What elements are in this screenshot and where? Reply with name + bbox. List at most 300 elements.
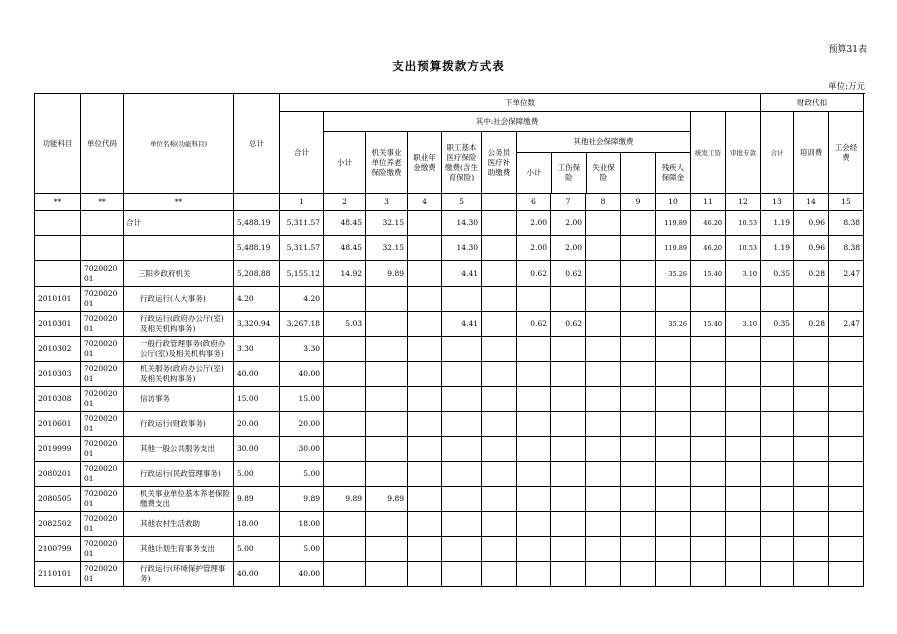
value-cell [794, 437, 829, 462]
value-cell: 0.62 [517, 261, 551, 287]
other-ss-subtable [517, 132, 690, 193]
value-cell [656, 512, 691, 537]
value-cell [794, 412, 829, 437]
value-cell [691, 412, 726, 437]
column-number: 15 [829, 194, 864, 211]
func-code-cell: 2010302 [35, 337, 81, 362]
value-cell [442, 387, 482, 412]
value-cell [517, 537, 551, 562]
func-code-cell [35, 261, 81, 287]
value-cell: 9.89 [366, 487, 408, 512]
value-cell [482, 211, 517, 236]
func-code-cell: 2010303 [35, 362, 81, 387]
value-cell [691, 537, 726, 562]
value-cell [656, 362, 691, 387]
value-cell: 0.35 [761, 261, 794, 287]
value-cell [482, 362, 517, 387]
col-dept-code: 单位代码 [81, 94, 124, 194]
value-cell: 10.53 [726, 236, 761, 261]
dept-code-cell: 702002001 [81, 337, 124, 362]
value-cell: 4.41 [442, 261, 482, 287]
value-cell [442, 412, 482, 437]
table-row [35, 512, 864, 537]
column-number: 6 [517, 194, 551, 211]
value-cell [324, 387, 366, 412]
column-number: 8 [586, 194, 621, 211]
value-cell: 32.15 [366, 211, 408, 236]
value-cell: 46.20 [691, 211, 726, 236]
value-cell [517, 337, 551, 362]
value-cell [761, 437, 794, 462]
value-cell [366, 412, 408, 437]
value-cell: 5.00 [234, 537, 280, 562]
col-civil-servant-med: 公务员医疗补助缴费 [482, 132, 517, 194]
value-cell [366, 437, 408, 462]
value-cell [482, 261, 517, 287]
value-cell [794, 562, 829, 587]
col-disability: 残疾人保障金 [661, 162, 685, 182]
dept-code-cell: 702002001 [81, 462, 124, 487]
col-ss-subtotal: 小计 [324, 132, 366, 194]
value-cell [621, 337, 656, 362]
column-number: 1 [280, 194, 324, 211]
value-cell [586, 512, 621, 537]
value-cell: 3,267.18 [280, 312, 324, 337]
value-cell [621, 437, 656, 462]
column-number: 7 [551, 194, 586, 211]
col-lower-unit: 下单位数 [280, 94, 761, 112]
value-cell: 1.19 [761, 236, 794, 261]
value-cell: 5,488.19 [234, 211, 280, 236]
value-cell [691, 362, 726, 387]
value-cell [829, 487, 864, 512]
value-cell: 4.41 [442, 312, 482, 337]
value-cell: 3.30 [280, 337, 324, 362]
value-cell [761, 387, 794, 412]
value-cell [621, 462, 656, 487]
value-cell: 48.45 [324, 236, 366, 261]
dept-code-cell: 702002001 [81, 312, 124, 337]
value-cell: 3,320.94 [234, 312, 280, 337]
value-cell [366, 312, 408, 337]
value-cell [656, 562, 691, 587]
column-number: 10 [656, 194, 691, 211]
value-cell [794, 287, 829, 312]
value-cell [691, 462, 726, 487]
value-cell: 20.00 [280, 412, 324, 437]
value-cell: 3.30 [234, 337, 280, 362]
value-cell: 119.89 [656, 236, 691, 261]
value-cell [366, 337, 408, 362]
value-cell [726, 387, 761, 412]
value-cell [482, 337, 517, 362]
col-func-code: 功能科目 [35, 94, 81, 194]
value-cell [551, 287, 586, 312]
value-cell: 14.30 [442, 236, 482, 261]
dept-code-cell: 702002001 [81, 287, 124, 312]
value-cell [442, 437, 482, 462]
dept-code-cell: 702002001 [81, 362, 124, 387]
value-cell [726, 337, 761, 362]
func-code-cell: 2010601 [35, 412, 81, 437]
dept-code-cell: 702002001 [81, 487, 124, 512]
value-cell: 9.89 [324, 487, 366, 512]
value-cell [586, 261, 621, 287]
value-cell [324, 562, 366, 587]
value-cell [366, 362, 408, 387]
value-cell [442, 512, 482, 537]
dept-name-cell: 其他计划生育事务支出 [124, 537, 234, 562]
value-cell: 8.38 [829, 236, 864, 261]
value-cell: 0.96 [794, 211, 829, 236]
value-cell [691, 287, 726, 312]
dept-name-cell: 其他农村生活救助 [124, 512, 234, 537]
column-number: 9 [621, 194, 656, 211]
unit-label: 单位:万元 [828, 82, 865, 92]
page-title: 支出预算拨款方式表 [392, 59, 505, 73]
value-cell [551, 537, 586, 562]
col-training: 培训费 [794, 112, 829, 194]
table-row [35, 537, 864, 562]
value-cell [726, 462, 761, 487]
value-cell [726, 512, 761, 537]
dept-name-cell: 一般行政管理事务(政府办公厅(室)及相关机构事务) [124, 337, 234, 362]
value-cell: 1.19 [761, 211, 794, 236]
dept-code-cell: 702002001 [81, 387, 124, 412]
value-cell [656, 287, 691, 312]
value-cell [656, 387, 691, 412]
value-cell: 0.28 [794, 261, 829, 287]
dept-name-cell: 三阳乡政府机关 [124, 261, 234, 287]
value-cell: 40.00 [280, 562, 324, 587]
value-cell: 10.53 [726, 211, 761, 236]
value-cell [621, 412, 656, 437]
func-code-cell: 2082502 [35, 512, 81, 537]
col-lower-subtotal: 合计 [280, 112, 324, 194]
value-cell [621, 387, 656, 412]
value-cell [482, 562, 517, 587]
value-cell [517, 287, 551, 312]
col-dept-name: 单位名称(功能科目) [124, 94, 234, 194]
value-cell: 48.45 [324, 211, 366, 236]
dept-name-cell: 行政运行(民政管理事务) [124, 462, 234, 487]
value-cell: 5,311.57 [280, 211, 324, 236]
value-cell: 9.89 [234, 487, 280, 512]
value-cell [621, 362, 656, 387]
dept-name-cell [124, 236, 234, 261]
value-cell: 18.00 [280, 512, 324, 537]
value-cell [408, 387, 442, 412]
value-cell: 0.35 [761, 312, 794, 337]
value-cell [829, 512, 864, 537]
value-cell [829, 337, 864, 362]
value-cell [621, 562, 656, 587]
column-number [234, 194, 280, 211]
func-code-cell: 2080505 [35, 487, 81, 512]
value-cell [656, 462, 691, 487]
func-code-cell [35, 236, 81, 261]
col-annuity: 职业年金缴费 [408, 132, 442, 194]
value-cell [656, 437, 691, 462]
dept-name-cell: 行政运行(环境保护管理事务) [124, 562, 234, 587]
value-cell: 0.62 [551, 312, 586, 337]
value-cell [586, 487, 621, 512]
value-cell: 3.10 [726, 261, 761, 287]
value-cell [517, 387, 551, 412]
dept-name-cell: 合计 [124, 211, 234, 236]
value-cell [517, 487, 551, 512]
value-cell [761, 362, 794, 387]
value-cell [656, 537, 691, 562]
value-cell: 15.00 [280, 387, 324, 412]
value-cell [726, 537, 761, 562]
value-cell [726, 562, 761, 587]
value-cell [726, 487, 761, 512]
value-cell: 5,488.19 [234, 236, 280, 261]
value-cell [442, 562, 482, 587]
value-cell [324, 462, 366, 487]
value-cell [726, 412, 761, 437]
value-cell [551, 437, 586, 462]
col-salary: 统发工资 [691, 112, 726, 194]
value-cell [408, 211, 442, 236]
value-cell: 32.15 [366, 236, 408, 261]
value-cell [408, 412, 442, 437]
value-cell [408, 337, 442, 362]
func-code-cell: 2110101 [35, 562, 81, 587]
value-cell [794, 362, 829, 387]
dept-code-cell: 702002001 [81, 412, 124, 437]
value-cell [691, 512, 726, 537]
value-cell [586, 462, 621, 487]
table-row [35, 387, 864, 412]
value-cell: 5,155.12 [280, 261, 324, 287]
value-cell [586, 211, 621, 236]
col-other-ss-group [517, 132, 691, 194]
value-cell [829, 287, 864, 312]
value-cell [324, 512, 366, 537]
table-row [35, 462, 864, 487]
value-cell [442, 537, 482, 562]
value-cell: 5,311.57 [280, 236, 324, 261]
value-cell: 2.47 [829, 312, 864, 337]
col-fp-total: 合计 [761, 112, 794, 194]
value-cell: 18.00 [234, 512, 280, 537]
value-cell [794, 537, 829, 562]
value-cell [324, 287, 366, 312]
value-cell [691, 387, 726, 412]
dept-name-cell: 行政运行(财政事务) [124, 412, 234, 437]
dept-name-cell: 机关事业单位基本养老保险缴费支出 [124, 487, 234, 512]
value-cell [517, 512, 551, 537]
table-row [35, 412, 864, 437]
column-number: 13 [761, 194, 794, 211]
dept-name-cell: 机关服务(政府办公厅(室)及相关机构事务) [124, 362, 234, 387]
value-cell [829, 462, 864, 487]
table-row [35, 211, 864, 236]
value-cell [551, 412, 586, 437]
value-cell: 5,208.88 [234, 261, 280, 287]
value-cell [586, 387, 621, 412]
value-cell: 15.40 [691, 312, 726, 337]
value-cell: 35.26 [656, 312, 691, 337]
value-cell [551, 562, 586, 587]
value-cell [726, 287, 761, 312]
value-cell [691, 337, 726, 362]
value-cell [366, 562, 408, 587]
table-row [35, 362, 864, 387]
col-social-security: 其中:社会保障缴费 [324, 112, 691, 132]
table-row [35, 261, 864, 287]
value-cell: 40.00 [280, 362, 324, 387]
value-cell [829, 437, 864, 462]
value-cell [656, 487, 691, 512]
dept-name-cell: 行政运行(政府办公厅(室)及相关机构事务) [124, 312, 234, 337]
dept-code-cell: 702002001 [81, 437, 124, 462]
dept-name-cell: 其他一般公共服务支出 [124, 437, 234, 462]
value-cell [442, 362, 482, 387]
value-cell [551, 337, 586, 362]
column-number-row [35, 194, 864, 211]
table-row [35, 287, 864, 312]
func-code-cell: 2010301 [35, 312, 81, 337]
value-cell [408, 312, 442, 337]
value-cell [551, 487, 586, 512]
value-cell: 40.00 [234, 562, 280, 587]
column-number: 2 [324, 194, 366, 211]
column-number: 5 [442, 194, 482, 211]
value-cell [794, 462, 829, 487]
dept-code-cell: 702002001 [81, 537, 124, 562]
table-row [35, 337, 864, 362]
value-cell [408, 362, 442, 387]
value-cell: 15.00 [234, 387, 280, 412]
value-cell [482, 312, 517, 337]
value-cell: 5.00 [234, 462, 280, 487]
value-cell [366, 462, 408, 487]
dept-code-cell [81, 211, 124, 236]
column-number: 12 [726, 194, 761, 211]
value-cell: 4.20 [280, 287, 324, 312]
value-cell [366, 537, 408, 562]
value-cell [829, 537, 864, 562]
value-cell: 14.30 [442, 211, 482, 236]
value-cell [586, 437, 621, 462]
value-cell [482, 537, 517, 562]
col-other-ss: 其他社会保障缴费 [517, 132, 690, 152]
value-cell [482, 412, 517, 437]
value-cell [691, 562, 726, 587]
value-cell [366, 512, 408, 537]
value-cell: 5.03 [324, 312, 366, 337]
table-row [35, 487, 864, 512]
value-cell [794, 387, 829, 412]
value-cell [408, 236, 442, 261]
value-cell: 30.00 [234, 437, 280, 462]
value-cell: 15.40 [691, 261, 726, 287]
col-injury: 工伤保险 [552, 152, 587, 193]
value-cell [656, 337, 691, 362]
value-cell [442, 287, 482, 312]
value-cell [324, 362, 366, 387]
value-cell [794, 487, 829, 512]
value-cell [408, 537, 442, 562]
dept-code-cell: 702002001 [81, 512, 124, 537]
value-cell [794, 512, 829, 537]
value-cell [761, 512, 794, 537]
func-code-cell: 2019999 [35, 437, 81, 462]
value-cell [366, 387, 408, 412]
col-fiscal-proxy: 财政代扣 [761, 94, 864, 112]
col-audit: 审批专款 [726, 112, 761, 194]
value-cell [586, 412, 621, 437]
value-cell: 2.00 [517, 236, 551, 261]
column-number: ** [124, 194, 234, 211]
value-cell [517, 562, 551, 587]
value-cell [482, 462, 517, 487]
value-cell: 2.00 [517, 211, 551, 236]
value-cell [586, 312, 621, 337]
dept-code-cell: 702002001 [81, 261, 124, 287]
value-cell: 4.20 [234, 287, 280, 312]
value-cell [621, 287, 656, 312]
value-cell [586, 287, 621, 312]
value-cell: 35.26 [656, 261, 691, 287]
table-row [35, 437, 864, 462]
dept-code-cell: 702002001 [81, 562, 124, 587]
col-empty [621, 152, 656, 193]
col-other-subtotal: 小计 [517, 152, 552, 193]
value-cell [408, 512, 442, 537]
value-cell [586, 337, 621, 362]
value-cell: 30.00 [280, 437, 324, 462]
value-cell [829, 362, 864, 387]
func-code-cell: 2080201 [35, 462, 81, 487]
value-cell [517, 462, 551, 487]
value-cell [482, 236, 517, 261]
value-cell [621, 537, 656, 562]
dept-code-cell [81, 236, 124, 261]
value-cell [586, 562, 621, 587]
value-cell [482, 487, 517, 512]
value-cell [324, 412, 366, 437]
value-cell [366, 287, 408, 312]
value-cell [621, 312, 656, 337]
value-cell [551, 462, 586, 487]
column-number: 11 [691, 194, 726, 211]
func-code-cell: 2010308 [35, 387, 81, 412]
value-cell [621, 211, 656, 236]
value-cell [324, 337, 366, 362]
func-code-cell: 2010101 [35, 287, 81, 312]
table-row [35, 562, 864, 587]
value-cell: 0.62 [517, 312, 551, 337]
dept-name-cell: 行政运行(人大事务) [124, 287, 234, 312]
column-number [482, 194, 517, 211]
value-cell [829, 412, 864, 437]
value-cell: 2.00 [551, 211, 586, 236]
value-cell: 9.89 [366, 261, 408, 287]
value-cell [761, 287, 794, 312]
value-cell: 2.47 [829, 261, 864, 287]
value-cell: 14.92 [324, 261, 366, 287]
dept-name-cell: 信访事务 [124, 387, 234, 412]
value-cell [726, 362, 761, 387]
value-cell: 3.10 [726, 312, 761, 337]
value-cell [761, 462, 794, 487]
value-cell [586, 236, 621, 261]
value-cell [551, 512, 586, 537]
